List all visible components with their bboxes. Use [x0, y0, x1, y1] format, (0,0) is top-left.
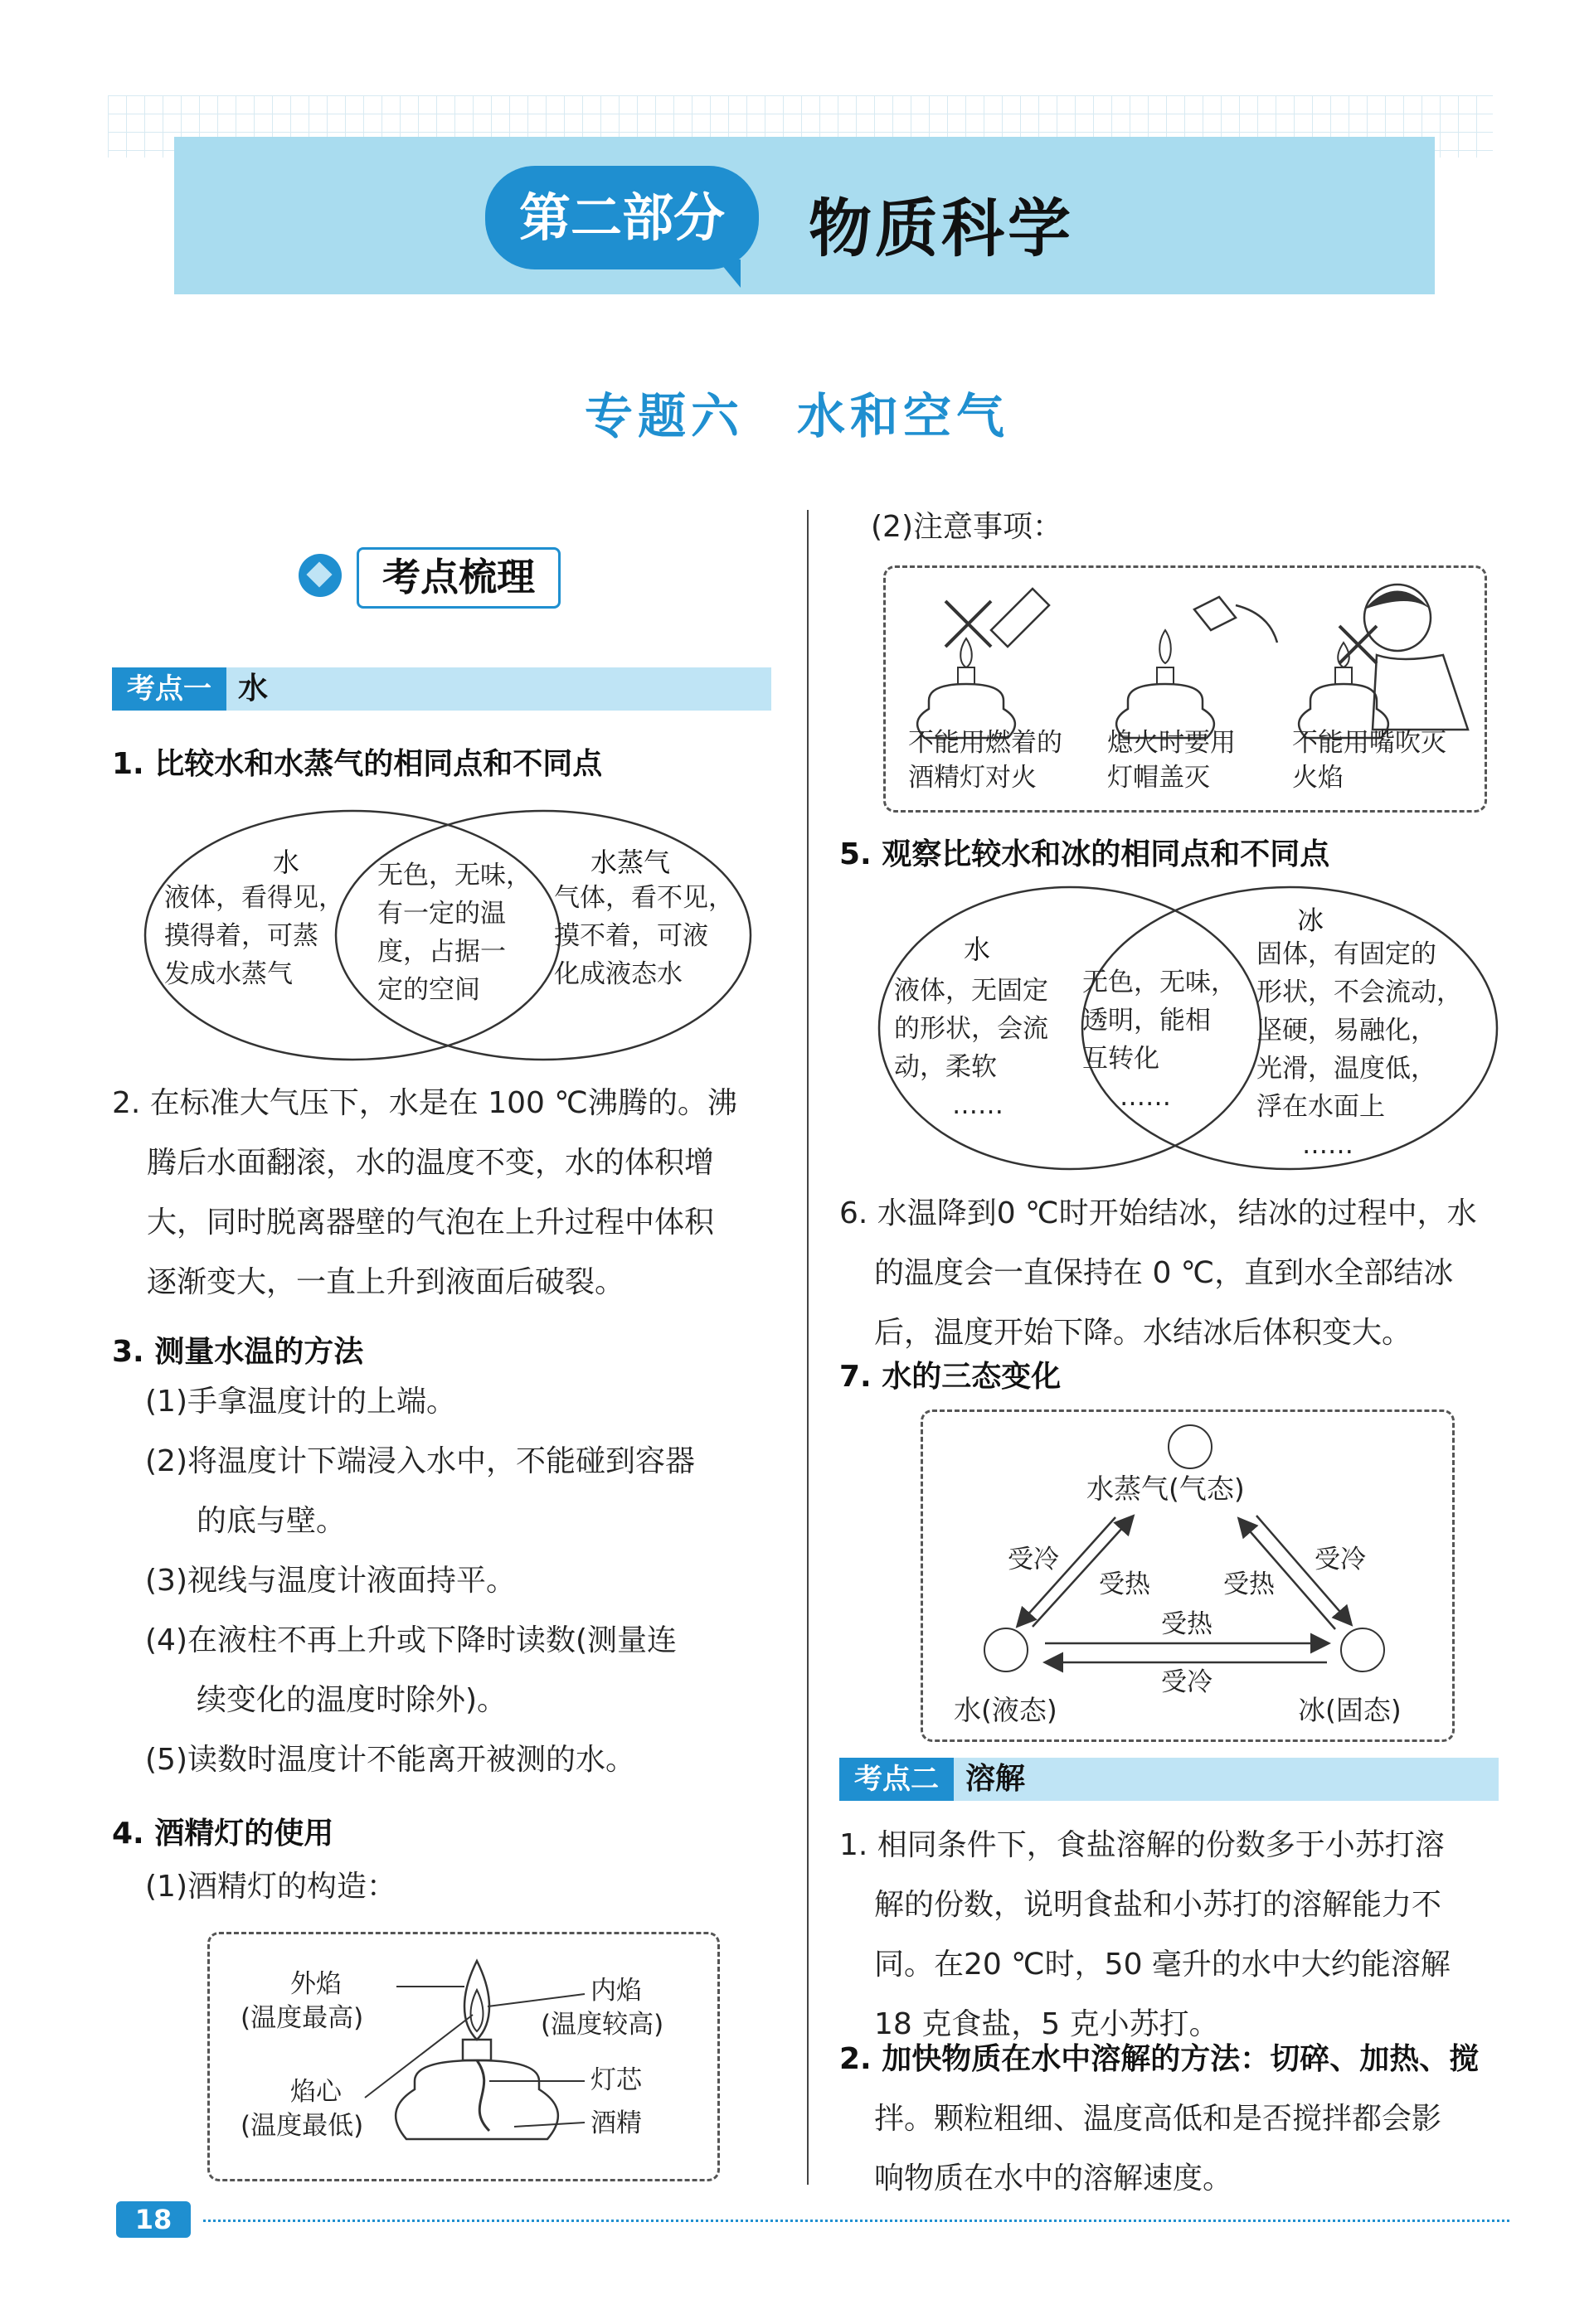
venn1-left-head: 水: [272, 847, 299, 878]
caution-1: 不能用燃着的 酒精灯对火: [908, 728, 1062, 793]
topic-title: 专题六 水和空气: [584, 388, 1009, 444]
label-inner-note: (温度较高): [541, 2010, 664, 2040]
state-liquid: 水(液态): [954, 1694, 1057, 1726]
item7-title: 7. 水的三态变化: [839, 1360, 1062, 1394]
label-outer-note: (温度最高): [241, 2003, 364, 2033]
venn1-right-head: 水蒸气: [590, 847, 670, 878]
label-inner-flame: 内焰: [590, 1976, 642, 2006]
venn1-left-text: 液体，看得见， 摸得着，可蒸 发成水蒸气: [164, 883, 344, 989]
section-bar-2: [839, 1758, 1499, 1801]
label-flame-core: 焰心: [290, 2077, 342, 2107]
venn2-right-text: 固体，有固定的 形状，不会流动， 坚硬，易融化， 光滑，温度低， 浮在水面上 ……: [1256, 939, 1462, 1160]
venn1-middle-text: 无色，无味， 有一定的温 度，占据一 定的空间: [377, 861, 532, 1005]
part-title: 物质科学: [809, 192, 1074, 265]
review-title: 考点梳理: [357, 547, 561, 609]
item6-paragraph: 6. 水温降到0 ℃时开始结冰，结冰的过程中，水 的温度会一直保持在 0 ℃，直到水全部结冰 后，温度开始下降。水结冰后体积变大。: [839, 1196, 1477, 1350]
item2-paragraph: 2. 在标准大气压下，水是在 100 ℃沸腾的。沸 腾后水面翻滚，水的温度不变，水的体积增 大，同时脱离器壁的气泡在上升过程中体积 逐渐变大，一直上升到液面后破裂。: [112, 1086, 737, 1299]
label-heat-left: 受热: [1099, 1570, 1150, 1599]
item4-sub1: (1)酒精灯的构造：: [145, 1870, 396, 1904]
state-solid: 冰(固态): [1298, 1694, 1402, 1726]
section-tag: 考点二: [839, 1758, 954, 1801]
label-wick: 灯芯: [590, 2065, 642, 2095]
label-heat-right: 受热: [1223, 1570, 1275, 1599]
state-vapor: 水蒸气(气态): [1086, 1473, 1245, 1505]
venn2-left-head: 水: [963, 934, 990, 965]
label-heat-mid: 受热: [1161, 1609, 1213, 1639]
label-outer-flame: 外焰: [290, 1969, 342, 1999]
label-cool-left: 受冷: [1008, 1545, 1059, 1574]
venn2-right-head: 冰: [1296, 905, 1324, 936]
footer-divider: [203, 2220, 1509, 2222]
item3-title: 3. 测量水温的方法: [112, 1335, 364, 1369]
section-name: 溶解: [965, 1762, 1026, 1796]
item5-title: 5. 观察比较水和冰的相同点和不同点: [839, 837, 1330, 871]
part-label: 第二部分: [485, 166, 759, 269]
label-alcohol: 酒精: [590, 2108, 642, 2138]
dissolve2-paragraph: 2. 加快物质在水中溶解的方法：切碎、加热、搅 拌。颗粒粗细、温度高低和是否搅拌都会影 响物质在水中的溶解速度。: [839, 2042, 1480, 2195]
dissolve1-paragraph: 1. 相同条件下，食盐溶解的份数多于小苏打溶 解的份数，说明食盐和小苏打的溶解能力不 同。在20 ℃时，50 毫升的水中大约能溶解 18 克食盐，5 克小苏打。: [839, 1828, 1451, 2041]
label-cool-right: 受冷: [1315, 1545, 1366, 1574]
item3-list: (1)手拿温度计的上端。 (2)将温度计下端浸入水中，不能碰到容器 的底与壁。 (3)视线与温度计液面持平。 (4)在液柱不再上升或下降时读数(测量连 续变化的温度时除外)。 (5)读数时温度计不能离开被测的水。: [145, 1385, 695, 1777]
caution-2: 熄火时要用 灯帽盖灭: [1107, 728, 1236, 793]
label-core-note: (温度最低): [241, 2111, 364, 2141]
section-name: 水: [238, 672, 269, 706]
item4-sub2: (2)注意事项：: [871, 510, 1062, 544]
caution-3: 不能用嘴吹灭 火焰: [1292, 728, 1446, 793]
item1-title: 1. 比较水和水蒸气的相同点和不同点: [112, 747, 603, 781]
venn2-left-text: 液体，无固定 的形状，会流 动，柔软 ……: [894, 976, 1048, 1120]
venn1-right-text: 气体，看不见， 摸不着，可液 化成液态水: [554, 883, 734, 989]
page-number: 18: [116, 2201, 191, 2238]
label-cool-mid: 受冷: [1161, 1667, 1213, 1697]
item4-title: 4. 酒精灯的使用: [112, 1817, 334, 1851]
venn2-middle-text: 无色，无味， 透明，能相 互转化 ……: [1082, 968, 1237, 1112]
section-tag: 考点一: [112, 667, 226, 711]
